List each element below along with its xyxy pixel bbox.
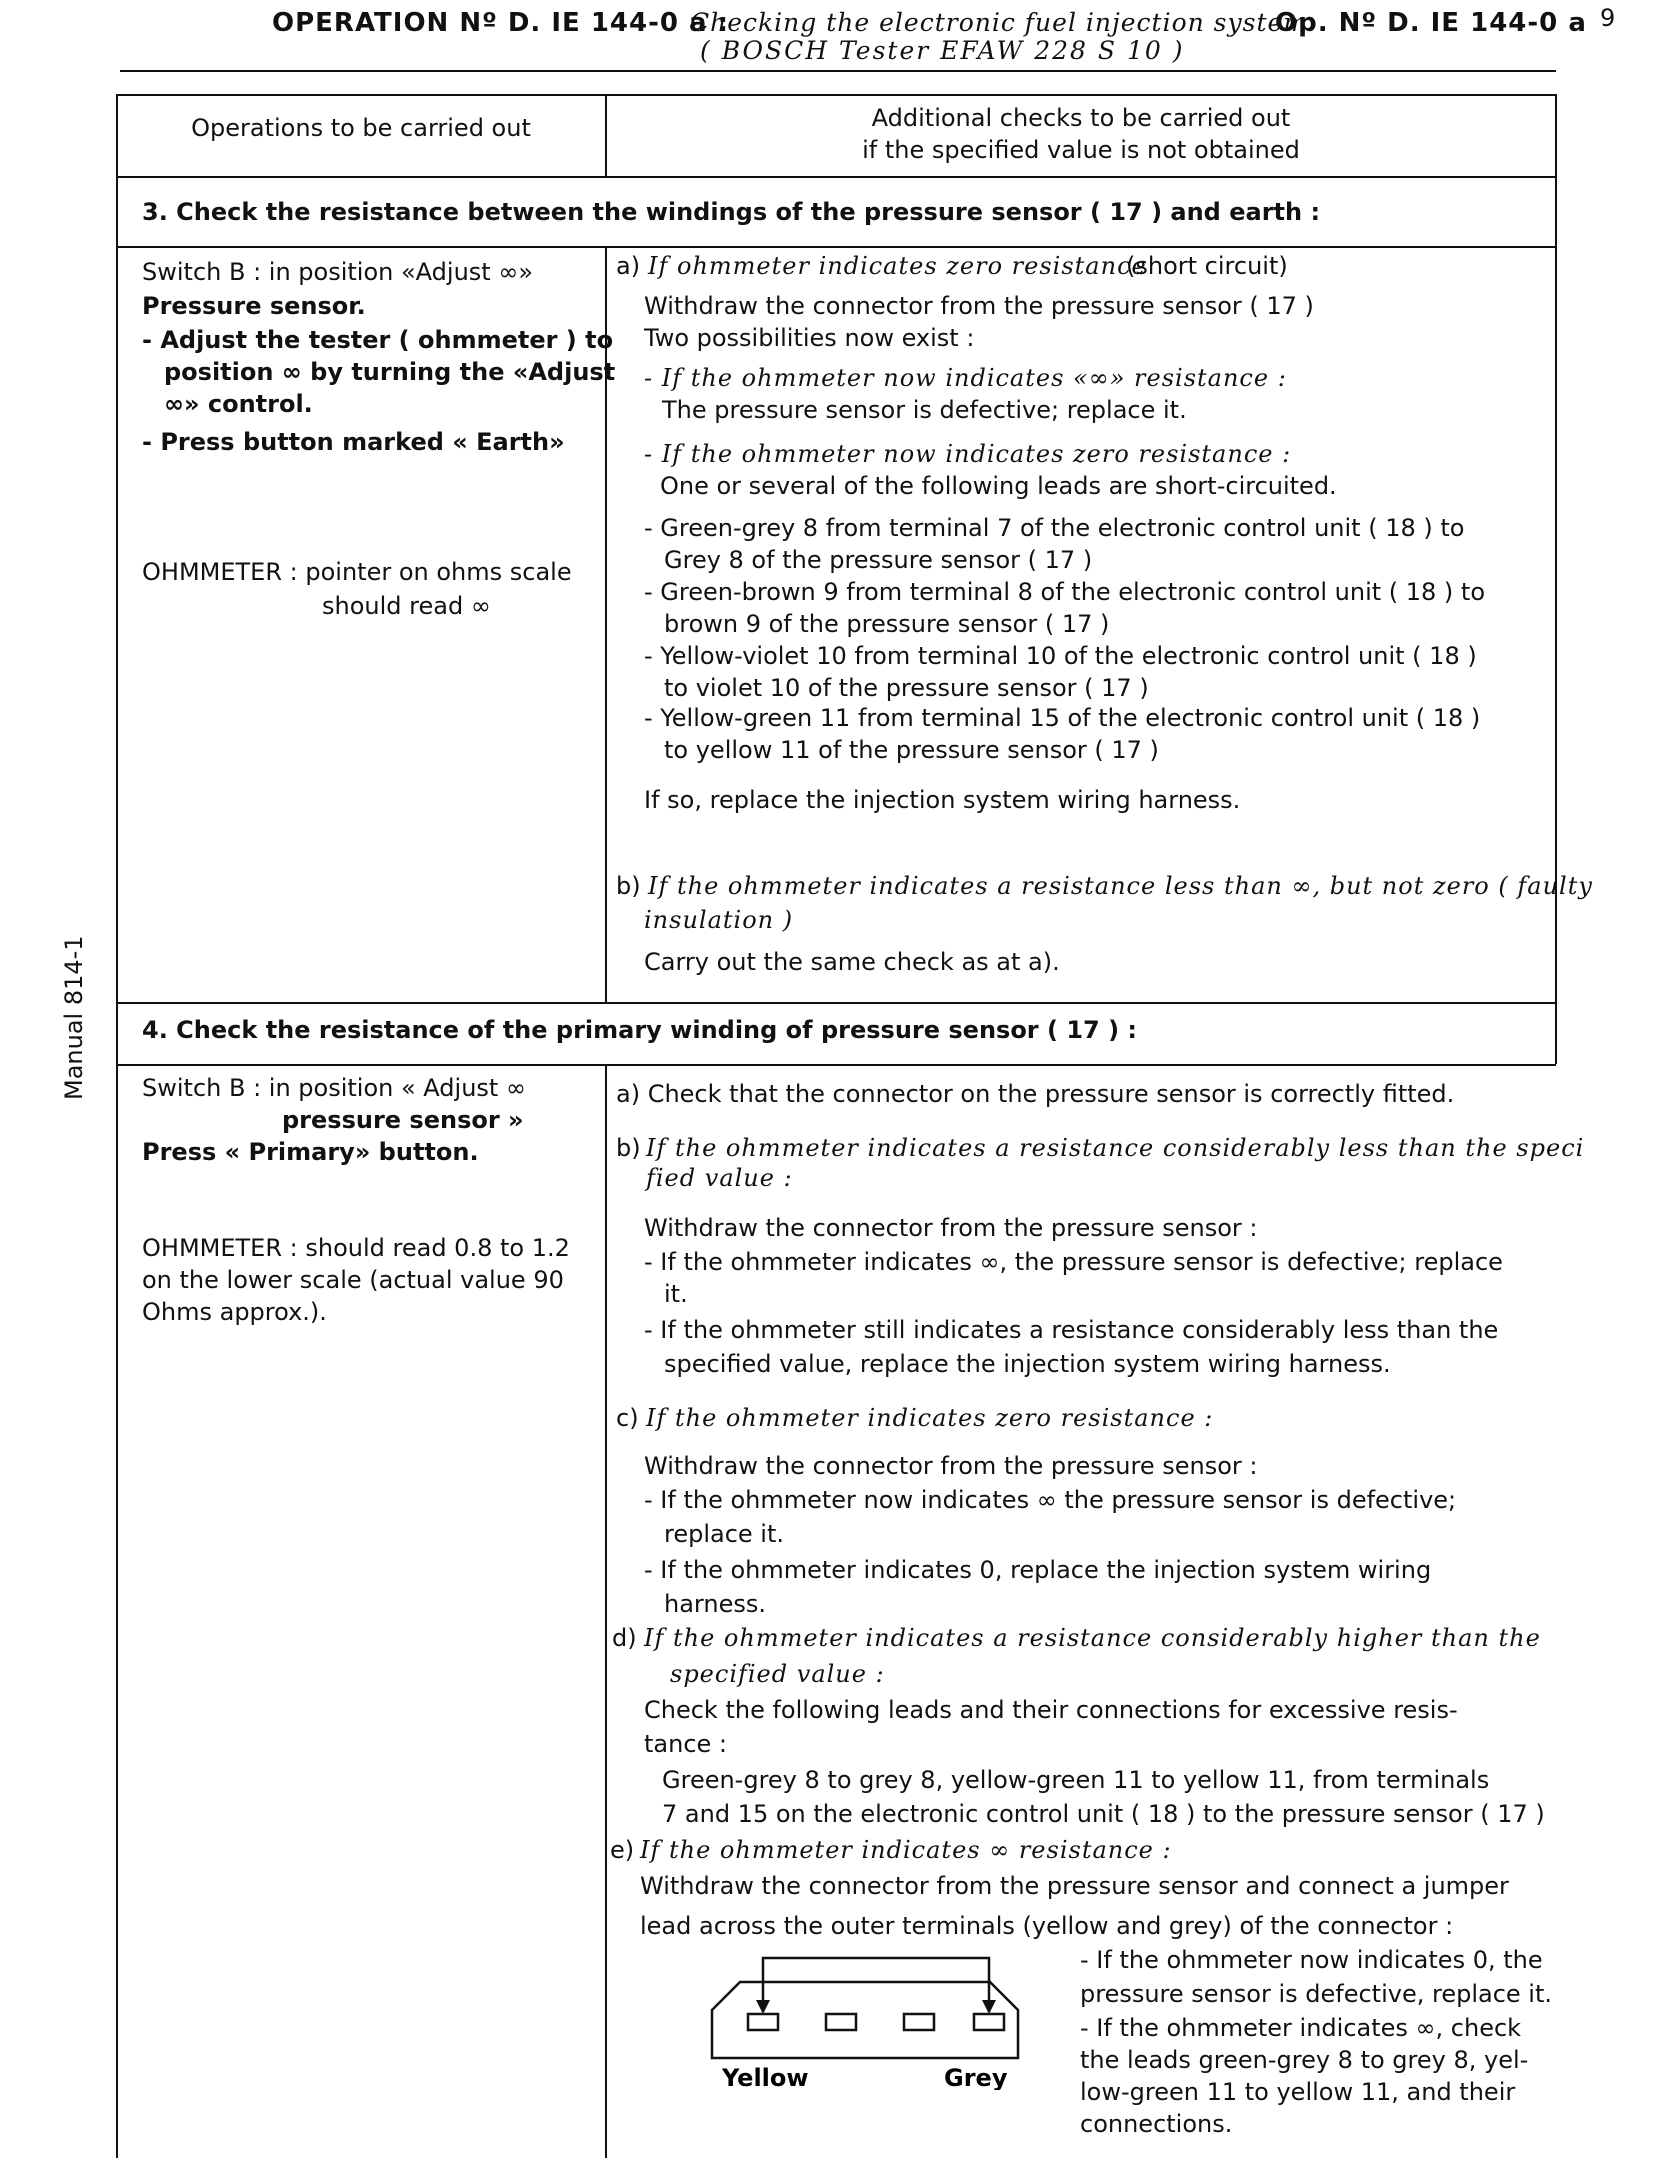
s3-r15: If so, replace the injection system wiring harness. <box>644 786 1241 814</box>
s4-e7: low-green 11 to yellow 11, and their <box>1080 2078 1516 2106</box>
column-header-right-line2: if the specified value is not obtained <box>862 136 1300 164</box>
s3-b-text: Carry out the same check as at a). <box>644 948 1060 976</box>
s3-r14: to yellow 11 of the pressure sensor ( 17 ) <box>664 736 1159 764</box>
diagram-label-grey: Grey <box>944 2064 1008 2090</box>
section3-bottom <box>116 1002 1556 1004</box>
s4-e4: pressure sensor is defective, replace it. <box>1080 1980 1552 2008</box>
page-number: 9 <box>1600 4 1616 32</box>
s3-switch-position: Switch B : in position «Adjust ∞» <box>142 258 533 286</box>
s4-c3: replace it. <box>664 1520 785 1548</box>
s3-r8: Grey 8 of the pressure sensor ( 17 ) <box>664 546 1093 574</box>
s4-e1: Withdraw the connector from the pressure sensor and connect a jumper <box>640 1872 1509 1900</box>
jumper-lead <box>763 1958 989 2012</box>
s4-e6: the leads green-grey 8 to grey 8, yel- <box>1080 2046 1529 2074</box>
s4-c4: - If the ohmmeter indicates 0, replace the injection system wiring <box>644 1556 1432 1584</box>
s3-r11: - Yellow-violet 10 from terminal 10 of the electronic control unit ( 18 ) <box>644 642 1477 670</box>
s3-r1: Withdraw the connector from the pressure sensor ( 17 ) <box>644 292 1314 320</box>
s3-adjust-instruction: - Adjust the tester ( ohmmeter ) to <box>142 326 614 354</box>
s4-b-label: b) <box>616 1134 641 1162</box>
s3-ohmmeter-reading-2: should read ∞ <box>322 592 491 620</box>
s3-r6: One or several of the following leads are short-circuited. <box>660 472 1337 500</box>
header-rule <box>120 70 1556 72</box>
jumper-arrow-right <box>982 2000 996 2014</box>
s4-c1: Withdraw the connector from the pressure sensor : <box>644 1452 1258 1480</box>
connector-terminal-yellow <box>748 2014 778 2030</box>
connector-terminal-3 <box>904 2014 934 2030</box>
operation-number: OPERATION Nº D. IE 144-0 a : <box>272 8 730 38</box>
s3-b-condition-2: insulation ) <box>644 906 794 934</box>
jumper-arrow-left <box>756 2000 770 2014</box>
document-subtitle: ( BOSCH Tester EFAW 228 S 10 ) <box>700 36 1185 65</box>
s4-e5: - If the ohmmeter indicates ∞, check <box>1080 2014 1522 2042</box>
s3-r3: - If the ohmmeter now indicates «∞» resistance : <box>644 364 1287 392</box>
operation-number-short: Op. Nº D. IE 144-0 a <box>1275 8 1587 38</box>
s3-pressure-sensor: Pressure sensor. <box>142 292 366 320</box>
s4-b1: Withdraw the connector from the pressure sensor : <box>644 1214 1258 1242</box>
s4-d-condition: If the ohmmeter indicates a resistance considerably higher than the <box>644 1624 1541 1652</box>
s3-ohmmeter-reading: OHMMETER : pointer on ohms scale <box>142 558 572 586</box>
s3-a-label: a) <box>616 252 641 280</box>
connector-outline <box>712 1982 1018 2058</box>
header-row-bottom <box>116 176 1556 178</box>
s4-d1: Check the following leads and their connections for excessive resis- <box>644 1696 1458 1724</box>
s4-e-condition: If the ohmmeter indicates ∞ resistance : <box>640 1836 1172 1864</box>
s3-r7: - Green-grey 8 from terminal 7 of the electronic control unit ( 18 ) to <box>644 514 1465 542</box>
s3-a-condition: If ohmmeter indicates zero resistance <box>648 252 1147 280</box>
table-right-border-2 <box>1555 1002 1557 1064</box>
section4-heading-bottom <box>116 1064 1556 1066</box>
s4-e-label: e) <box>610 1836 635 1864</box>
s4-d-label: d) <box>612 1624 637 1652</box>
s4-b2: - If the ohmmeter indicates ∞, the pressure sensor is defective; replace <box>644 1248 1503 1276</box>
s4-ohmmeter-reading: OHMMETER : should read 0.8 to 1.2 <box>142 1234 570 1262</box>
s4-c5: harness. <box>664 1590 766 1618</box>
s3-r12: to violet 10 of the pressure sensor ( 17 ) <box>664 674 1149 702</box>
s3-r10: brown 9 of the pressure sensor ( 17 ) <box>664 610 1110 638</box>
manual-side-label: Manual 814-1 <box>60 935 88 1100</box>
s4-d2: tance : <box>644 1730 728 1758</box>
s4-e3: - If the ohmmeter now indicates 0, the <box>1080 1946 1543 1974</box>
s4-switch-position-2: pressure sensor » <box>282 1106 524 1134</box>
connector-terminal-2 <box>826 2014 856 2030</box>
document-title: Checking the electronic fuel injection system <box>690 8 1308 37</box>
column-header-left: Operations to be carried out <box>191 114 531 142</box>
s4-press-primary: Press « Primary» button. <box>142 1138 479 1166</box>
s3-a-condition-tail: (short circuit) <box>1126 252 1288 280</box>
s3-adjust-instruction-3: ∞» control. <box>164 390 313 418</box>
s4-ohmmeter-reading-2: on the lower scale (actual value 90 <box>142 1266 564 1294</box>
s4-b5: specified value, replace the injection system wiring harness. <box>664 1350 1391 1378</box>
section4-heading: 4. Check the resistance of the primary winding of pressure sensor ( 17 ) : <box>142 1016 1137 1044</box>
s4-b4: - If the ohmmeter still indicates a resistance considerably less than the <box>644 1316 1499 1344</box>
s4-b-condition-2: fied value : <box>646 1164 793 1192</box>
table-top-border <box>116 94 1556 96</box>
diagram-label-yellow: Yellow <box>722 2064 809 2090</box>
table-left-border <box>116 94 118 2158</box>
s4-c2: - If the ohmmeter now indicates ∞ the pressure sensor is defective; <box>644 1486 1457 1514</box>
table-right-border <box>1555 94 1557 1002</box>
s4-e8: connections. <box>1080 2110 1233 2138</box>
s3-b-condition: If the ohmmeter indicates a resistance less than ∞, but not zero ( faulty <box>648 872 1593 900</box>
s4-e2: lead across the outer terminals (yellow and grey) of the connector : <box>640 1912 1454 1940</box>
s4-b-condition: If the ohmmeter indicates a resistance considerably less than the speci <box>646 1134 1585 1162</box>
section3-heading: 3. Check the resistance between the windings of the pressure sensor ( 17 ) and earth : <box>142 198 1321 226</box>
s4-d4: 7 and 15 on the electronic control unit ( 18 ) to the pressure sensor ( 17 ) <box>662 1800 1545 1828</box>
column-divider-section4 <box>605 1064 607 2158</box>
s4-a: a) Check that the connector on the pressure sensor is correctly fitted. <box>616 1080 1455 1108</box>
s4-d3: Green-grey 8 to grey 8, yellow-green 11 to yellow 11, from terminals <box>662 1766 1490 1794</box>
connector-jumper-diagram <box>700 1940 1030 2090</box>
s3-press-earth: - Press button marked « Earth» <box>142 428 565 456</box>
s3-adjust-instruction-2: position ∞ by turning the «Adjust <box>164 358 616 386</box>
s4-b3: it. <box>664 1280 688 1308</box>
s4-ohmmeter-reading-3: Ohms approx.). <box>142 1298 327 1326</box>
s3-r4: The pressure sensor is defective; replace it. <box>662 396 1187 424</box>
s3-r5: - If the ohmmeter now indicates zero resistance : <box>644 440 1292 468</box>
column-header-right-line1: Additional checks to be carried out <box>871 104 1291 132</box>
s4-c-label: c) <box>616 1404 639 1432</box>
s4-c-condition: If the ohmmeter indicates zero resistance : <box>646 1404 1214 1432</box>
s4-switch-position: Switch B : in position « Adjust ∞ <box>142 1074 526 1102</box>
connector-terminal-grey <box>974 2014 1004 2030</box>
s3-r9: - Green-brown 9 from terminal 8 of the electronic control unit ( 18 ) to <box>644 578 1486 606</box>
section3-heading-bottom <box>116 246 1556 248</box>
s3-r2: Two possibilities now exist : <box>644 324 975 352</box>
s3-b-label: b) <box>616 872 641 900</box>
s4-d-condition-2: specified value : <box>670 1660 885 1688</box>
s3-r13: - Yellow-green 11 from terminal 15 of the electronic control unit ( 18 ) <box>644 704 1481 732</box>
